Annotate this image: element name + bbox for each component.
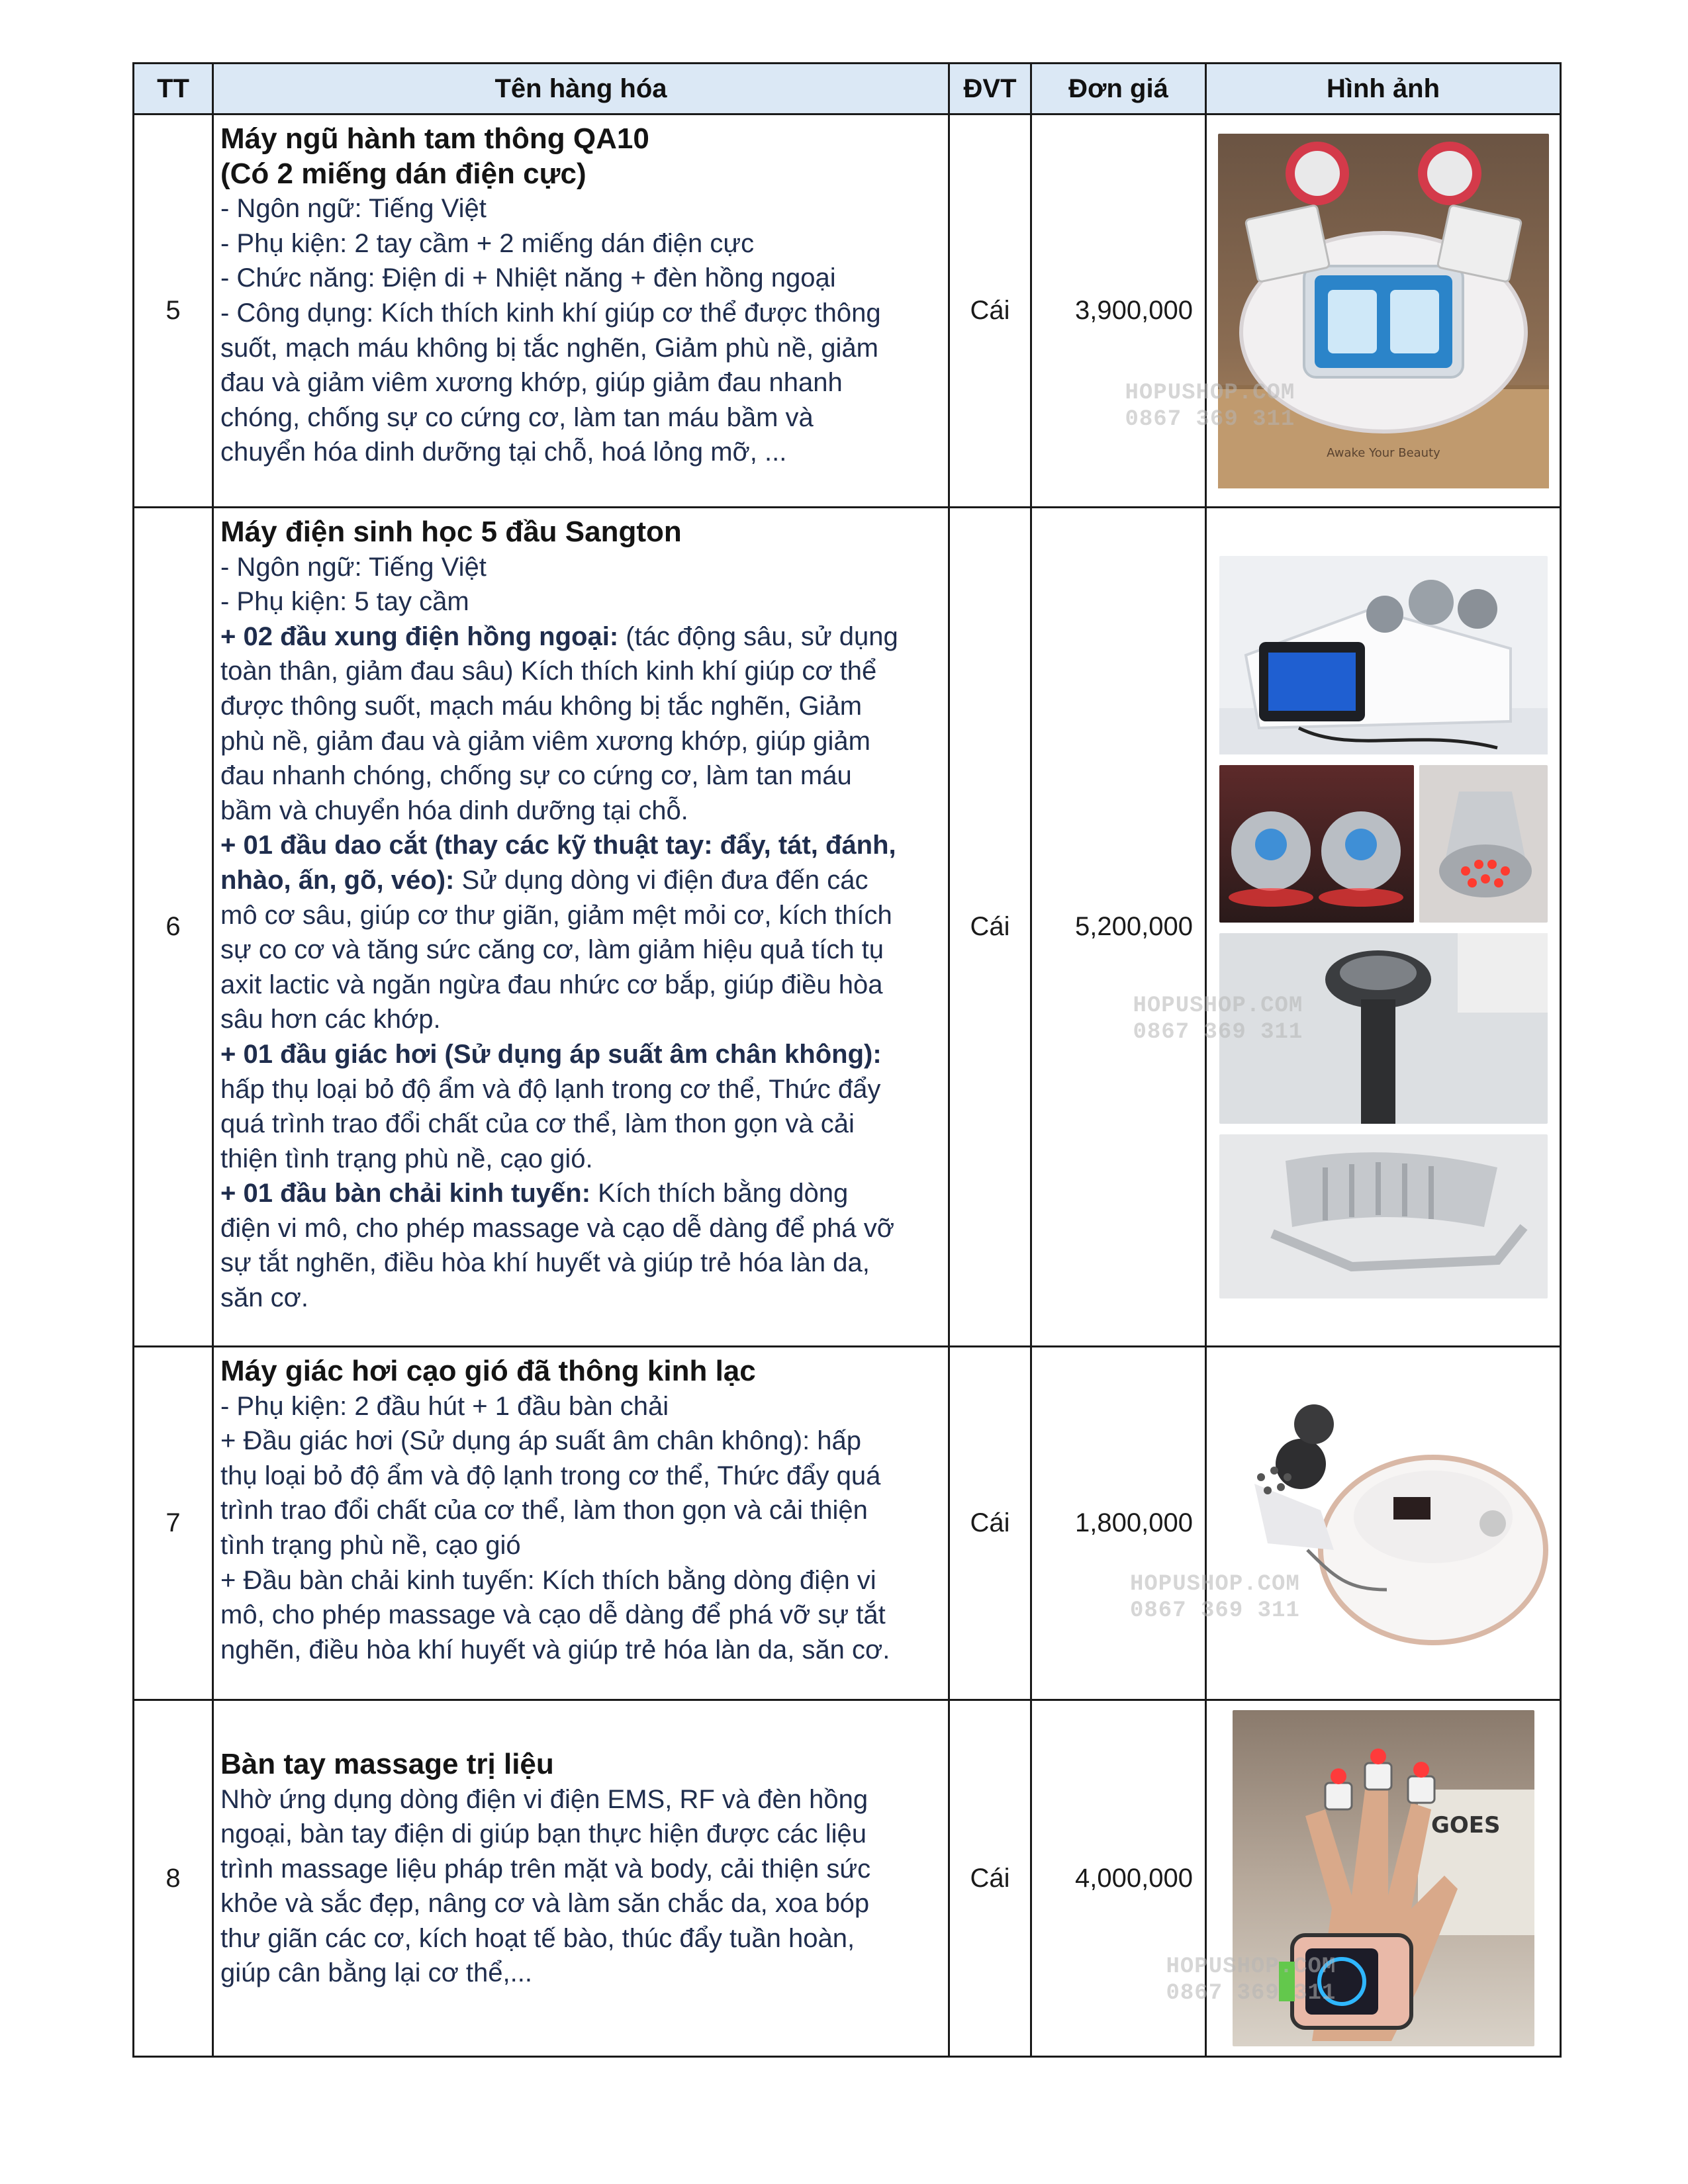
product-photo-sangton-main — [1219, 556, 1548, 754]
spec-line: sự tắt nghẽn, điều hòa khí huyết và giúp trẻ hóa làn da, — [220, 1248, 870, 1278]
spec-line: chuyển hóa dinh dưỡng tại chỗ, hoá lỏng mỡ, ... — [220, 437, 787, 467]
table-row — [134, 508, 1561, 1347]
price-cell: 4,000,000 — [1031, 1700, 1206, 2057]
product-table — [132, 62, 1562, 2058]
spec-line: + 01 đầu giác hơi (Sử dụng áp suất âm chân không): — [220, 1039, 882, 1069]
header-name: Tên hàng hóa — [213, 64, 949, 114]
spec-line: tình trạng phù nề, cạo gió — [220, 1530, 521, 1560]
spec-line: + Đầu bàn chải kinh tuyến: Kích thích bằng dòng điện vi — [220, 1565, 876, 1595]
table-row — [134, 1700, 1561, 2057]
watermark: HOPUSHOP.COM 0867 369 311 — [1130, 1571, 1300, 1623]
product-title: Máy ngũ hành tam thông QA10 — [220, 122, 649, 155]
product-title: Máy điện sinh học 5 đầu Sangton — [220, 516, 682, 548]
product-description — [213, 114, 949, 508]
product-photo-ir-heads — [1219, 765, 1414, 923]
price-cell: 3,900,000 — [1031, 114, 1206, 508]
spec-line: nghẽn, điều hòa khí huyết và giúp trẻ hóa làn da, săn cơ. — [220, 1635, 890, 1664]
spec-line: giúp cân bằng lại cơ thể,... — [220, 1958, 532, 1988]
header-image: Hình ảnh — [1206, 64, 1561, 114]
spec-line: + 01 đầu dao cắt (thay các kỹ thuật tay: đẩy, tát, đánh, — [220, 831, 896, 860]
table-header-row — [134, 64, 1561, 114]
unit-cell: Cái — [949, 1347, 1031, 1700]
spec-line: thư giãn các cơ, kích hoạt tế bào, thúc đẩy tuần hoàn, — [220, 1923, 855, 1953]
spec-line: - Phụ kiện: 2 tay cầm + 2 miếng dán điện cực — [220, 228, 755, 258]
watermark: HOPUSHOP.COM 0867 369 311 — [1125, 380, 1295, 432]
spec-line: trình massage liệu pháp trên mặt và body, cải thiện sức — [220, 1854, 871, 1884]
spec-line: khỏe và sắc đẹp, nâng cơ và làm săn chắc da, xoa bóp — [220, 1889, 870, 1919]
price-cell: 5,200,000 — [1031, 508, 1206, 1347]
spec-line: - Công dụng: Kích thích kinh khí giúp cơ thể được thông — [220, 298, 881, 328]
row-number: 6 — [134, 508, 213, 1347]
spec-line: + Đầu giác hơi (Sử dụng áp suất âm chân không): hấp — [220, 1426, 862, 1456]
spec-line: toàn thân, giảm đau sâu) Kích thích kinh khí giúp cơ thể — [220, 657, 877, 686]
watermark: HOPUSHOP.COM 0867 369 311 — [1166, 1954, 1336, 2006]
spec-line: axit lactic và ngăn ngừa đau nhức cơ bắp, giúp điều hòa — [220, 970, 883, 999]
spec-line: - Chức năng: Điện di + Nhiệt năng + đèn hồng ngoại — [220, 263, 836, 293]
product-description — [213, 1700, 949, 2057]
product-description — [213, 508, 949, 1347]
unit-cell: Cái — [949, 114, 1031, 508]
price-cell: 1,800,000 — [1031, 1347, 1206, 1700]
spec-line: được thông suốt, mạch máu không bị tắc nghẽn, Giảm — [220, 691, 863, 721]
product-description — [213, 1347, 949, 1700]
product-subtitle: (Có 2 miếng dán điện cực) — [220, 157, 586, 190]
unit-cell: Cái — [949, 1700, 1031, 2057]
spec-line: thiện tình trạng phù nề, cạo gió. — [220, 1144, 593, 1173]
row-number: 8 — [134, 1700, 213, 2057]
box-label: Awake Your Beauty — [1326, 445, 1440, 460]
spec-line: - Phụ kiện: 2 đầu hút + 1 đầu bàn chải — [220, 1391, 669, 1421]
spec-line: + 02 đầu xung điện hồng ngoại: (tác động sâu, sử dụng — [220, 621, 898, 651]
spec-line: chóng, chống sự co cứng cơ, làm tan máu bầm và — [220, 402, 814, 432]
product-photo-brush-head — [1219, 1134, 1548, 1298]
header-price: Đơn giá — [1031, 64, 1206, 114]
spec-line: - Ngôn ngữ: Tiếng Việt — [220, 552, 487, 582]
table-row — [134, 1347, 1561, 1700]
spec-line: quá trình trao đổi chất của cơ thể, làm thon gọn và cải — [220, 1109, 855, 1139]
spec-line: hấp thụ loại bỏ độ ẩm và độ lạnh trong cơ thể, Thức đẩy — [220, 1074, 881, 1104]
box-text: GOES — [1430, 1812, 1501, 1839]
spec-line: sâu hơn các khớp. — [220, 1005, 441, 1034]
spec-line: đau và giảm viêm xương khớp, giúp giảm đau nhanh — [220, 368, 843, 398]
product-title: Bàn tay massage trị liệu — [220, 1747, 554, 1780]
spec-line: thụ loại bỏ độ ẩm và độ lạnh trong cơ thể, Thức đẩy quá — [220, 1461, 881, 1490]
spec-line: sự co cơ và tăng sức căng cơ, làm giảm hiệu quả tích tụ — [220, 935, 884, 965]
spec-line: Nhờ ứng dụng dòng điện vi điện EMS, RF và đèn hồng — [220, 1784, 868, 1814]
spec-line: suốt, mạch máu không bị tắc nghẽn, Giảm phù nề, giảm — [220, 333, 878, 363]
product-photo-massage-hand — [1166, 1710, 1534, 2046]
product-photo-rf-head — [1419, 765, 1548, 923]
spec-line: + 01 đầu bàn chải kinh tuyến: Kích thích bằng dòng — [220, 1179, 849, 1208]
row-number: 5 — [134, 114, 213, 508]
spec-line: phù nề, giảm đau và giảm viêm xương khớp, giúp giảm — [220, 726, 870, 756]
spec-line: điện vi mô, cho phép massage và cạo dễ dàng để phá vỡ — [220, 1213, 895, 1243]
watermark: HOPUSHOP.COM 0867 369 311 — [1133, 993, 1303, 1045]
table-row — [134, 114, 1561, 508]
spec-line: ngoại, bàn tay điện di giúp bạn thực hiện được các liệu — [220, 1819, 867, 1849]
unit-cell: Cái — [949, 508, 1031, 1347]
spec-line: - Phụ kiện: 5 tay cầm — [220, 587, 469, 617]
spec-line: bầm và chuyển hóa dinh dưỡng tại chỗ. — [220, 796, 688, 825]
spec-line: nhào, ấn, gõ, véo): Sử dụng dòng vi điện đưa đến các — [220, 865, 868, 895]
header-tt: TT — [134, 64, 213, 114]
spec-line: mô, cho phép massage và cạo dễ dàng để phá vỡ sự tắt — [220, 1600, 886, 1630]
spec-line: săn cơ. — [220, 1283, 308, 1313]
spec-line: trình trao đổi chất của cơ thể, làm thon gọn và cải thiện — [220, 1496, 868, 1525]
product-title: Máy giác hơi cạo gió đã thông kinh lạc — [220, 1355, 756, 1387]
row-number: 7 — [134, 1347, 213, 1700]
header-unit: ĐVT — [949, 64, 1031, 114]
spec-line: đau nhanh chóng, chống sự co cứng cơ, làm tan máu — [220, 761, 852, 791]
image-cell — [1166, 1700, 1561, 2057]
spec-line: - Ngôn ngữ: Tiếng Việt — [220, 194, 487, 224]
spec-line: mô cơ sâu, giúp cơ thư giãn, giảm mệt mỏi cơ, kích thích — [220, 900, 892, 930]
